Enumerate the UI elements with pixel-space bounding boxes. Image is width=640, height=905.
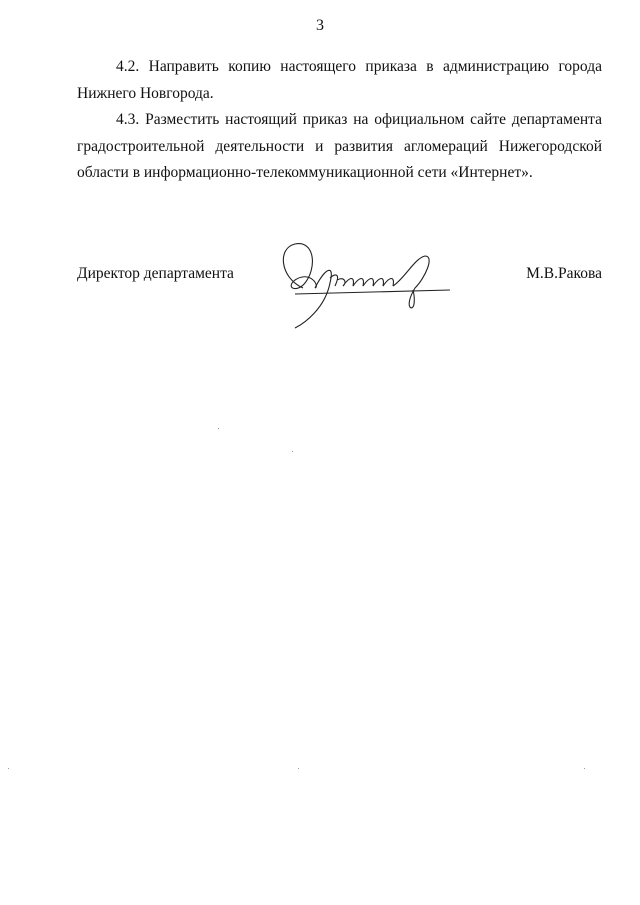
scan-speck: [298, 768, 299, 769]
page-number: 3: [316, 17, 324, 34]
scan-speck: [584, 768, 585, 769]
scan-speck: [218, 428, 219, 429]
paragraph-line: 4.3. Разместить настоящий приказ на официальном сайте департамента: [116, 111, 602, 128]
signatory-name: М.В.Ракова: [526, 265, 602, 282]
paragraph-line: градостроительной деятельности и развития агломераций Нижегородской: [77, 138, 602, 155]
handwritten-signature: [275, 238, 455, 338]
paragraph-line: 4.2. Направить копию настоящего приказа в администрацию города: [116, 58, 602, 75]
paragraph-line: Нижнего Новгорода.: [77, 85, 214, 102]
scan-speck: [292, 451, 293, 452]
scan-speck: [8, 768, 9, 769]
paragraph-line: области в информационно-телекоммуникационной сети «Интернет».: [77, 164, 533, 181]
signatory-position: Директор департамента: [77, 265, 234, 282]
